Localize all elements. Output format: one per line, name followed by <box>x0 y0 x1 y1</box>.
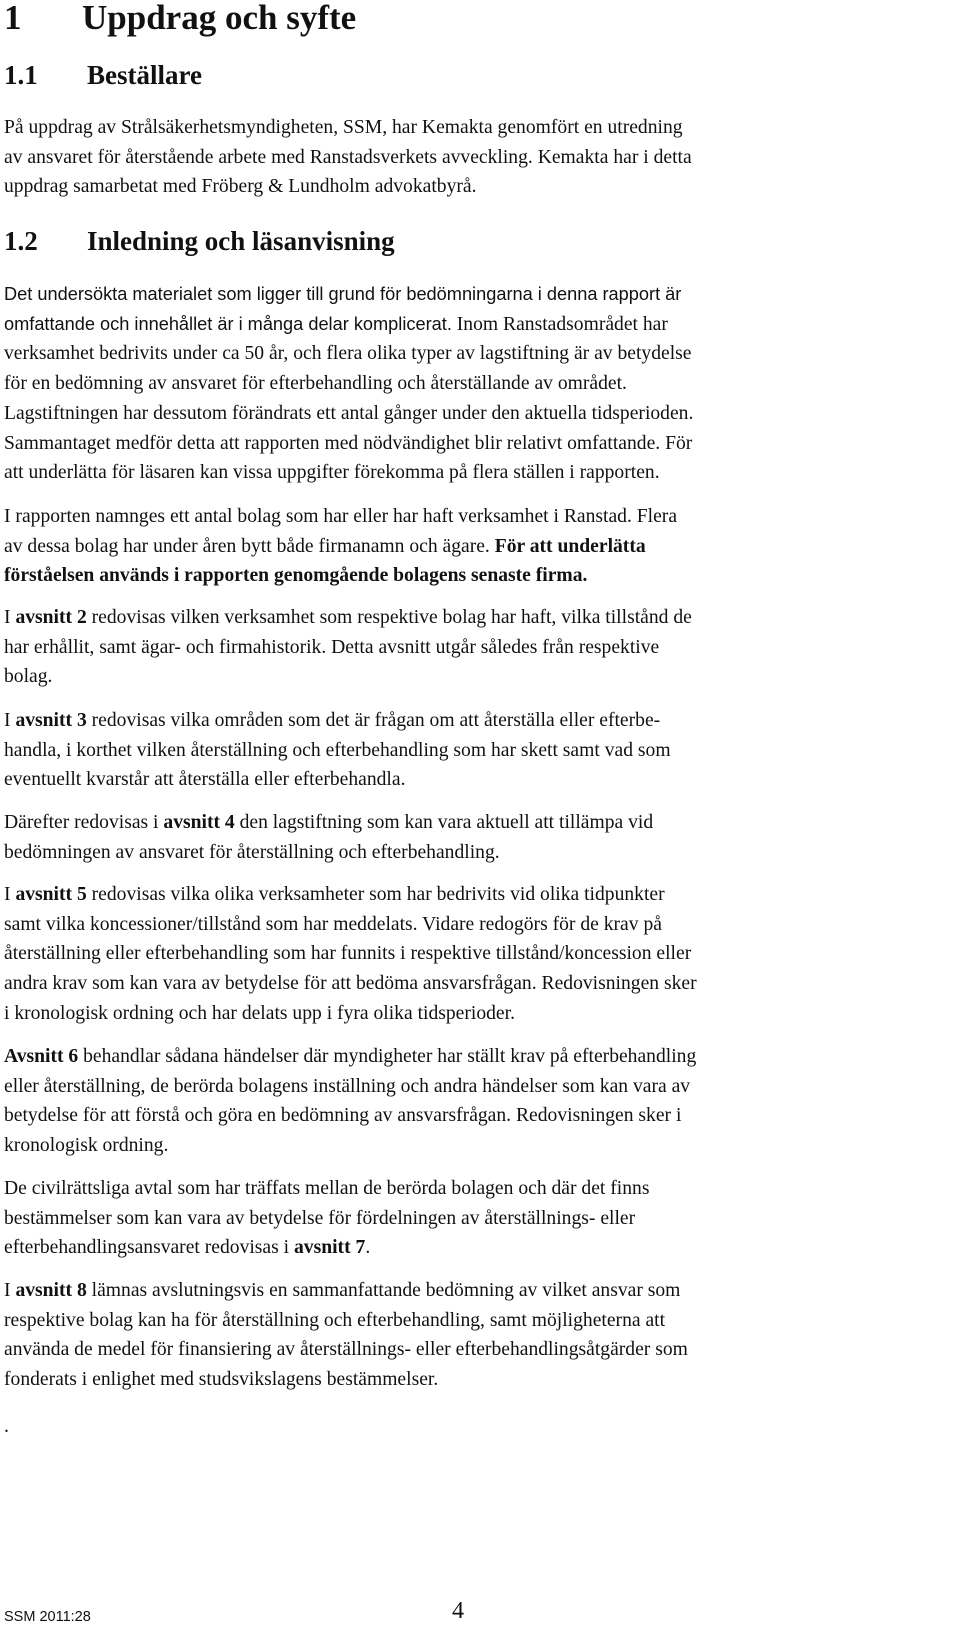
section-reference: avsnitt 2 <box>15 607 87 628</box>
paragraph-avsnitt-5: I avsnitt 5 redovisas vilka olika verksamheter som har bedrivits vid olika tidpunkter samt vilka koncessioner/tillstånd som har meddelats. Vidare redogörs för de krav på återställning eller efterbehandling som har funnits i respektive tillstånd/koncession eller andra krav som kan vara av betydelse för att bedöma ansvarsfrågan. Redovisningen sker i kronologisk ordning och har delats upp i fyra olika tidsperioder. <box>4 884 697 1024</box>
section-reference: avsnitt 4 <box>163 812 235 833</box>
trailing-dot: . <box>4 1415 9 1437</box>
heading-number: 1.2 <box>4 226 38 256</box>
section-reference: avsnitt 7 <box>294 1237 366 1259</box>
paragraph-companies: I rapporten namnges ett antal bolag som har eller har haft verksamhet i Ranstad. Flera av dessa bolag har under åren bytt både firmanamn och ägare. För att underlätta förståelsen används i rapporten genomgående bolagens senaste firma. <box>4 506 678 587</box>
paragraph-avsnitt-2: I avsnitt 2 redovisas vilken verksamhet som respektive bolag har haft, vilka tillstånd de har erhållit, samt ägar- och firmahistorik. Detta avsnitt utgår således från respektive bolag. <box>4 607 692 688</box>
section-reference: avsnitt 5 <box>15 884 87 905</box>
paragraph-avsnitt-3: I avsnitt 3 redovisas vilka områden som det är frågan om att återställa eller efterbe- handla, i korthet vilken återställning och efterbehandling som har skett samt vad som eventuellt kvarstår att återställa eller efterbehandla. <box>4 710 671 791</box>
heading-section-1-1 <box>4 58 202 92</box>
paragraph-avsnitt-7: De civilrättsliga avtal som har träffats mellan de berörda bolagen och där det finns bestämmelser som kan vara av betydelse för fördelningen av återställnings- eller efterbehandlingsansvaret redovisas i avsnitt 7. <box>4 1178 650 1259</box>
heading-section-1-2 <box>4 224 395 258</box>
heading-title: Inledning och läsanvisning <box>87 226 395 256</box>
section-reference: Avsnitt 6 <box>4 1046 79 1067</box>
heading-title: Uppdrag och syfte <box>82 0 357 37</box>
paragraph-avsnitt-6: Avsnitt 6 behandlar sådana händelser där myndigheter har ställt krav på efterbehandling eller återställning, de berörda bolagens inställning och andra händelser som kan vara av betydelse för att förstå och göra en bedömning av ansvarsfrågan. Redovisningen sker i kronologisk ordning. <box>4 1046 697 1157</box>
heading-title: Beställare <box>87 60 202 90</box>
paragraph-intro: Det undersökta materialet som ligger till grund för bedömningarna i denna rapport är omfattande och innehållet är i många delar komplicerat. Inom Ranstadsområdet har verksamhet bedrivits under ca 50 år, och flera olika typer av lagstiftning är av betydelse för en bedömning av ansvaret för efterbehandling och återställande av området. Lagstiftningen har dessutom förändrats ett antal gånger under den aktuella tidsperioden. Sammantaget medför detta att rapporten med nödvändighet blir relativt omfattande. För att underlätta för läsaren kan vissa uppgifter förekomma på flera ställen i rapporten. <box>4 284 694 484</box>
paragraph-bestallare: På uppdrag av Strålsäkerhetsmyndigheten, SSM, har Kemakta genomfört en utredning av ansvaret för återstående arbete med Ranstadsverkets avveckling. Kemakta har i detta uppdrag samarbetat med Fröberg & Lundholm advokatbyrå. <box>4 117 692 198</box>
paragraph-avsnitt-4: Därefter redovisas i avsnitt 4 den lagstiftning som kan vara aktuell att tillämpa vid bedömningen av ansvaret för återställning och efterbehandling. <box>4 812 654 863</box>
footer-report-id: SSM 2011:28 <box>4 1609 91 1625</box>
footer-page-number: 4 <box>452 1598 464 1624</box>
paragraph-avsnitt-8: I avsnitt 8 lämnas avslutningsvis en sammanfattande bedömning av vilket ansvar som respektive bolag kan ha för återställning och efterbehandling, samt möjligheterna att använda de medel för finansiering av återställnings- eller efterbehandlingsåtgärder som fonderats i enlighet med studsvikslagens bestämmelser. <box>4 1280 688 1391</box>
heading-section-1 <box>4 0 356 40</box>
section-reference: avsnitt 3 <box>15 710 87 731</box>
heading-number: 1.1 <box>4 60 38 90</box>
section-reference: avsnitt 8 <box>15 1280 87 1301</box>
heading-number: 1 <box>4 0 22 37</box>
